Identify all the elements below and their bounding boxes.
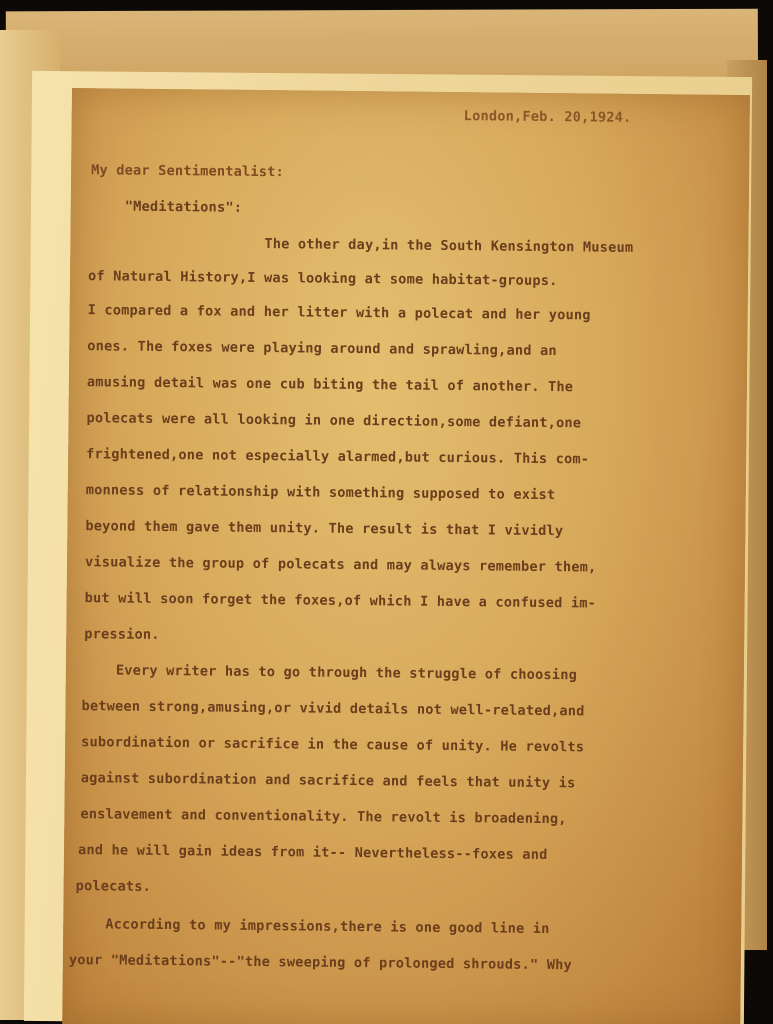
letter-line: but will soon forget the foxes,of which I have a confused im- xyxy=(84,590,597,612)
letter-salutation: My dear Sentimentalist: xyxy=(91,162,285,181)
letter-line: enslavement and conventionality. The revolt is broadening, xyxy=(80,806,567,828)
letter-line: between strong,amusing,or vivid details not well-related,and xyxy=(81,698,585,720)
letter-line: polecats were all looking in one direction,some defiant,one xyxy=(86,410,582,432)
letter-line: Every writer has to go through the struggle of choosing xyxy=(115,662,578,684)
letter-line: monness of relationship with something supposed to exist xyxy=(85,482,556,504)
letter-date: London,Feb. 20,1924. xyxy=(463,108,632,126)
letter-line: The other day,in the South Kensington Museum xyxy=(264,236,634,256)
letter-heading: "Meditations": xyxy=(124,198,243,216)
letter-line: frightened,one not especially alarmed,but curious. This com- xyxy=(86,446,590,468)
letter-line: I compared a fox and her litter with a polecat and her young xyxy=(87,302,591,324)
letter-line: polecats. xyxy=(75,878,152,895)
letter-line: pression. xyxy=(84,626,160,643)
letter-line: beyond them gave them unity. The result is that I vividly xyxy=(85,518,564,540)
letter-line: your "Meditations"--"the sweeping of prolonged shrouds." Why xyxy=(68,952,572,974)
letter-line: against subordination and sacrifice and feels that unity is xyxy=(80,770,576,792)
letter-line: and he will gain ideas from it-- Nevertheless--foxes and xyxy=(77,842,548,864)
letter-line: According to my impressions,there is one good line in xyxy=(105,916,550,938)
letter-line: subordination or sacrifice in the cause of unity. He revolts xyxy=(81,734,585,756)
typed-letter-page xyxy=(62,88,750,1024)
letter-line: amusing detail was one cub biting the tail of another. The xyxy=(86,374,574,396)
letter-line: of Natural History,I was looking at some habitat-groups. xyxy=(87,268,558,290)
letter-line: visualize the group of polecats and may always remember them, xyxy=(84,554,597,576)
letter-line: ones. The foxes were playing around and sprawling,and an xyxy=(87,338,557,360)
